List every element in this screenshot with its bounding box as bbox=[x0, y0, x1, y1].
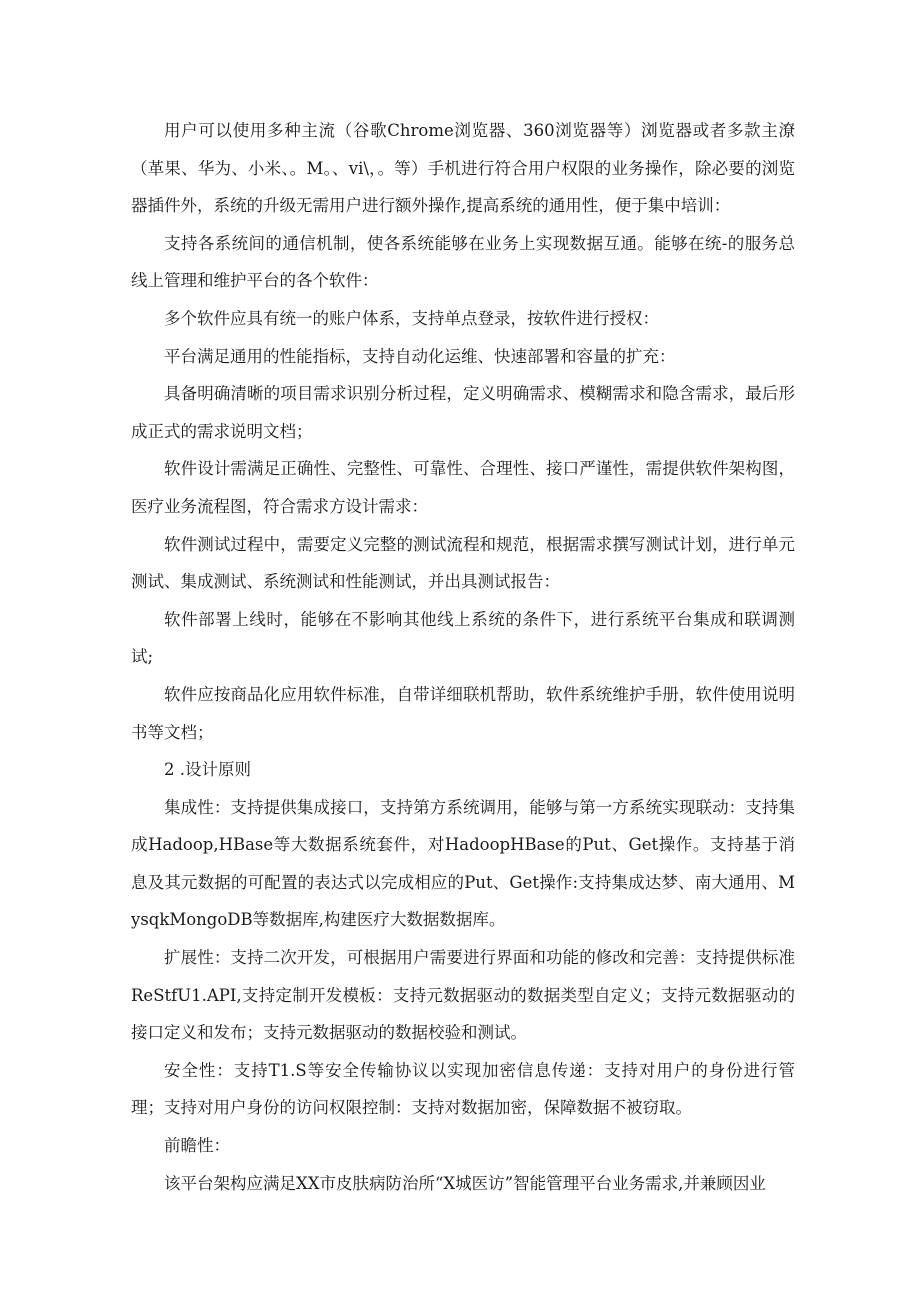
paragraph-browser-support: 用户可以使用多种主流（谷歌Chrome浏览器、360浏览器等）浏览器或者多款主潦（革果、华为、小米、。M。、vi\，。等）手机进行符合用户权限的业务操作，除必要的浏览器插件外，系统的升级无需用户进行额外操作,提高系统的通用性，便于集中培训： bbox=[131, 121, 795, 216]
document-body bbox=[131, 112, 795, 1202]
paragraph-software-testing: 软件测试过程中，需要定义完整的测试流程和规范，根据需求撰写测试计划，进行单元测试、集成测试、系统测试和性能测试，并出具测试报告： bbox=[131, 534, 795, 592]
paragraph-extensibility: 扩展性：支持二次开发，可根据用户需要进行界面和功能的修改和完善：支持提供标准ReStfU1.API,支持定制开发模板：支持元数据驱动的数据类型自定义；支持元数据驱动的接口定义和发布；支持元数据驱动的数据校验和测试。 bbox=[131, 948, 795, 1043]
paragraph-documentation: 软件应按商品化应用软件标准，自带详细联机帮助，软件系统维护手册，软件使用说明书等文档； bbox=[131, 684, 795, 742]
paragraph-deployment: 软件部署上线时，能够在不影响其他线上系统的条件下，进行系统平台集成和联调测试; bbox=[131, 609, 795, 667]
paragraph-security: 安全性：支持T1.S等安全传输协议以实现加密信息传递：支持对用户的身份进行管理；支持对用户身份的访问权限控制：支持对数据加密，保障数据不被窃取。 bbox=[131, 1060, 795, 1118]
paragraph-software-design: 软件设计需满足正确性、完整性、可靠性、合理性、接口严谨性，需提供软件架构图，医疗业务流程图，符合需求方设计需求： bbox=[131, 459, 795, 516]
section-heading-design-principles: 2 .设计原则 bbox=[164, 760, 251, 780]
paragraph-performance: 平台满足通用的性能指标，支持自动化运维、快速部署和容量的扩充： bbox=[164, 346, 676, 366]
paragraph-account-system: 多个软件应具有统一的账户体系，支持单点登录，按软件进行授权： bbox=[164, 308, 659, 328]
paragraph-requirements: 具备明确清晰的项目需求识别分析过程，定义明确需求、模糊需求和隐含需求，最后形成正式的需求说明文档； bbox=[131, 384, 795, 441]
paragraph-communication: 支持各系统间的通信机制，使各系统能够在业务上实现数据互通。能够在统-的服务总线上管理和维护平台的各个软件： bbox=[131, 233, 795, 291]
paragraph-integration: 集成性：支持提供集成接口，支持第方系统调用，能够与第一方系统实现联动：支持集成Hadoop,HBase等大数据系统套件，对HadoopHBase的Put、Get操作。支持基于消息及其元数据的可配置的表达式以完成相应的Put、Get操作:支持集成达梦、南大通用、MysqkMongoDB等数据库,构建医疗大数据数据库。 bbox=[131, 797, 795, 930]
paragraph-forward-looking-label: 前瞻性： bbox=[164, 1136, 230, 1156]
paragraph-platform-architecture: 该平台架构应满足XX市皮肤病防治所“X城医访”智能管理平台业务需求,并兼顾因业 bbox=[164, 1173, 766, 1193]
